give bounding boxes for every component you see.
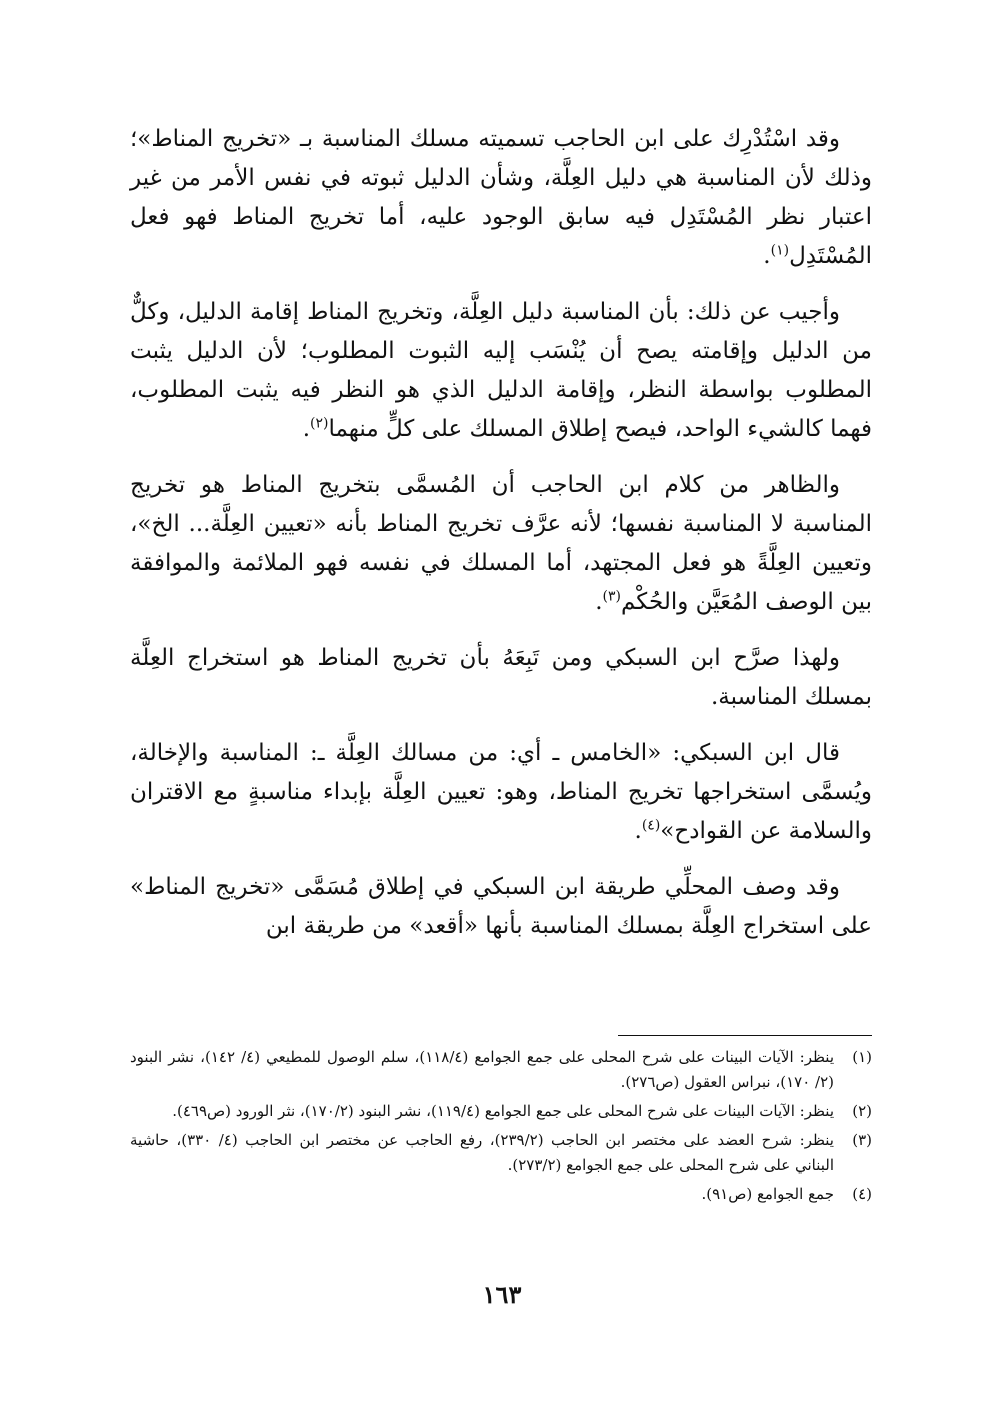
paragraph-text: وأجيب عن ذلك: بأن المناسبة دليل العِلَّة، وتخريج المناط إقامة الدليل، وكلٌّ من الدليل وإقامته يصح أن يُنْسَب إليه الثبوت المطلوب؛ لأن الدليل يثبت المطلوب بواسطة النظر، وإقامة الدليل الذي هو النظر فيه يثبت المطلوب، فهما كالشيء الواحد، فيصح إطلاق المسلك على كلٍّ منهما <box>130 299 872 442</box>
page-number: ١٦٣ <box>482 1280 522 1309</box>
paragraph-text: وقد وصف المحلِّي طريقة ابن السبكي في إطلاق مُسَمَّى «تخريج المناط» على استخراج العِلَّة بمسلك المناسبة بأنها «أقعد» من طريقة ابن <box>130 874 872 939</box>
paragraph-end: . <box>634 818 642 844</box>
footnote-4 <box>130 1182 872 1207</box>
paragraph-end: . <box>595 589 603 615</box>
paragraph-text: وقد اسْتُدْرِك على ابن الحاجب تسميته مسلك المناسبة بـ «تخريج المناط»؛ وذلك لأن المناسبة هي دليل العِلَّة، وشأن الدليل ثبوته في نفس الأمر من غير اعتبار نظر المُسْتَدِل فيه سابق الوجود عليه، أما تخريج المناط فهو فعل المُسْتَدِل <box>130 126 872 269</box>
footnote-text: ينظر: الآيات البينات على شرح المحلى على جمع الجوامع (١١٨/٤)، سلم الوصول للمطيعي (٤/ ١٤٢)، نشر البنود (٢/ ١٧٠)، نبراس العقول (ص٢٧٦). <box>130 1048 835 1091</box>
paragraph-3 <box>130 466 872 622</box>
footnote-ref-3: (٣) <box>602 588 621 605</box>
paragraph-end: . <box>763 243 771 269</box>
footnote-ref-1: (١) <box>770 242 790 259</box>
footnote-ref-4: (٤) <box>641 817 661 834</box>
paragraph-2 <box>130 293 872 449</box>
footnote-text: جمع الجوامع (ص٩١). <box>701 1185 834 1203</box>
footnote-number: (١) <box>852 1048 872 1066</box>
footnote-text: ينظر: الآيات البينات على شرح المحلى على جمع الجوامع (١١٩/٤)، نشر البنود (١٧٠/٢)، نثر الورود (ص٤٦٩). <box>172 1102 834 1120</box>
paragraph-5 <box>130 734 872 851</box>
footnotes <box>130 1045 872 1211</box>
footnote-ref-2: (٢) <box>310 415 329 432</box>
paragraph-6 <box>130 868 872 946</box>
paragraph-text: والظاهر من كلام ابن الحاجب أن المُسمَّى بتخريج المناط هو تخريج المناسبة لا المناسبة نفسها؛ لأنه عرَّف تخريج المناط بأنه «تعيين العِلَّة... الخ»، وتعيين العِلَّةً هو فعل المجتهد، أما المسلك في نفسه فهو الملائمة والموافقة بين الوصف المُعَيَّن والحُكْم <box>130 472 872 615</box>
main-text <box>130 120 872 963</box>
footnote-text: ينظر: شرح العضد على مختصر ابن الحاجب (٢٣٩/٢)، رفع الحاجب عن مختصر ابن الحاجب (٤/ ٣٣٠)، حاشية البناني على شرح المحلى على جمع الجوامع (٢٧٣/٢). <box>130 1131 834 1174</box>
footnote-separator <box>618 1035 872 1036</box>
footnote-1 <box>130 1045 872 1095</box>
paragraph-4 <box>130 639 872 717</box>
paragraph-text: ولهذا صرَّح ابن السبكي ومن تَبِعَهُ بأن تخريج المناط هو استخراج العِلَّة بمسلك المناسبة. <box>130 645 872 710</box>
footnote-2 <box>130 1099 872 1124</box>
paragraph-1 <box>130 120 872 276</box>
footnote-number: (٤) <box>852 1185 872 1203</box>
paragraph-end: . <box>302 416 311 442</box>
footnote-number: (٣) <box>852 1131 872 1149</box>
paragraph-text: قال ابن السبكي: «الخامس ـ أي: من مسالك العِلَّة ـ: المناسبة والإخالة، ويُسمَّى استخراجها تخريج المناط، وهو: تعيين العِلَّة بإبداء مناسبةٍ مع الاقتران والسلامة عن القوادح» <box>130 740 872 844</box>
footnote-3 <box>130 1128 872 1178</box>
footnote-number: (٢) <box>852 1102 872 1120</box>
